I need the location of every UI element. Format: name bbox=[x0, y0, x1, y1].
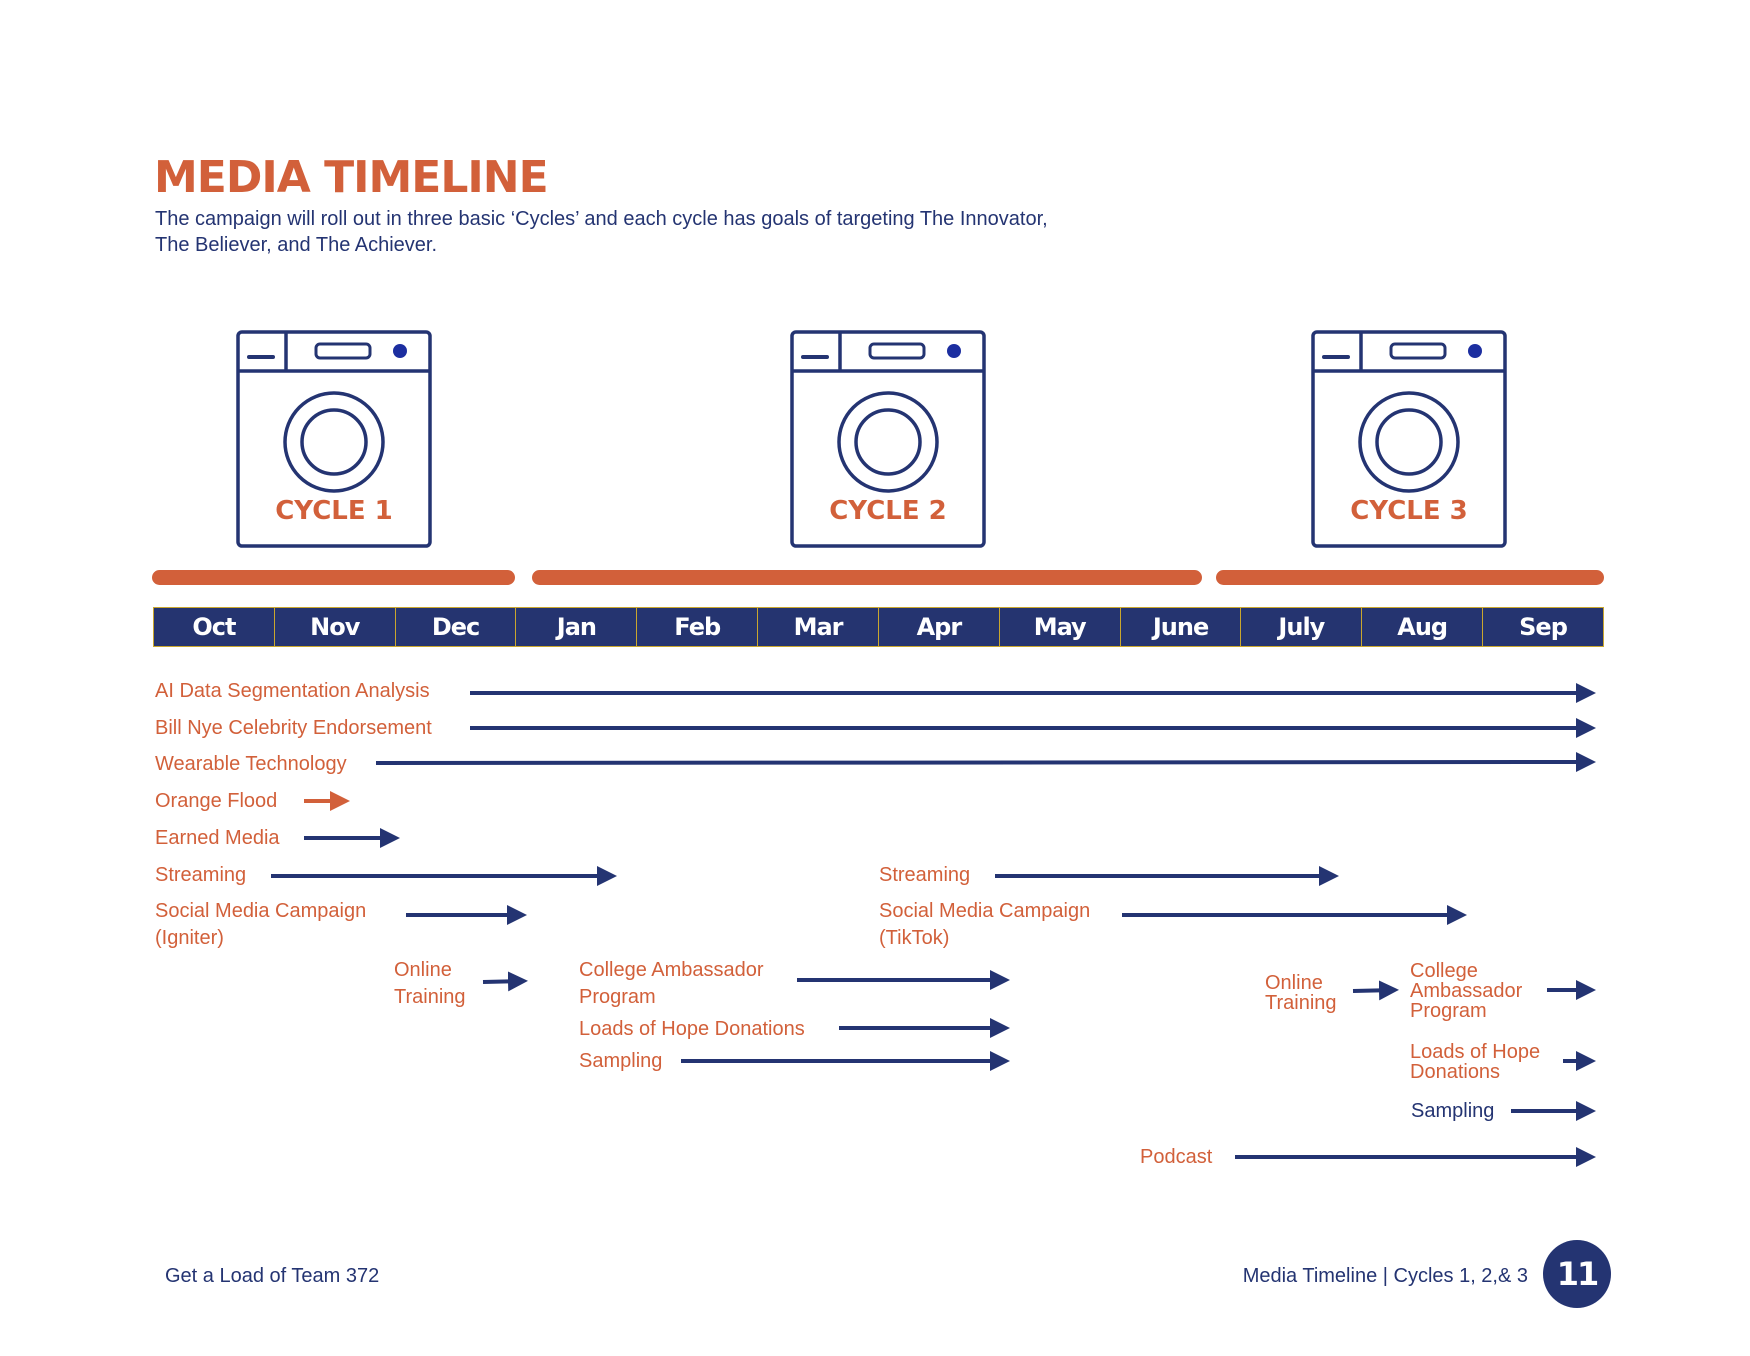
cycle-1-bar bbox=[152, 570, 515, 585]
month-mar: Mar bbox=[757, 608, 878, 646]
arrow-wearable bbox=[376, 762, 1592, 763]
cycle-3-label: CYCLE 3 bbox=[1350, 496, 1468, 526]
cycle-2-bar bbox=[532, 570, 1202, 585]
arrow-online-training-3 bbox=[1353, 990, 1395, 991]
item-social-1-label: Social Media Campaign (Igniter) bbox=[155, 900, 367, 949]
arrow-online-training-1 bbox=[483, 981, 524, 982]
item-earned-media-label: Earned Media bbox=[155, 827, 280, 849]
month-oct: Oct bbox=[192, 613, 236, 641]
page-title: MEDIA TIMELINE bbox=[154, 152, 548, 203]
month-dec: Dec bbox=[395, 608, 516, 646]
item-streaming-1-label: Streaming bbox=[155, 864, 247, 886]
month-header bbox=[153, 607, 1604, 647]
item-loads-hope-3-label: Loads of Hope Donations bbox=[1410, 1041, 1541, 1083]
item-loads-hope-2-label: Loads of Hope Donations bbox=[579, 1018, 805, 1040]
item-ai-label: AI Data Segmentation Analysis bbox=[155, 680, 430, 702]
month-june: June bbox=[1120, 608, 1241, 646]
footer-team: Get a Load of Team 372 bbox=[165, 1265, 380, 1287]
month-may: May bbox=[999, 608, 1120, 646]
month-jan: Jan bbox=[515, 608, 636, 646]
month-aug: Aug bbox=[1361, 608, 1482, 646]
item-orange-flood-label: Orange Flood bbox=[155, 790, 278, 812]
item-online-training-1-label: Online Training bbox=[394, 959, 466, 1008]
item-social-2-label: Social Media Campaign (TikTok) bbox=[879, 900, 1091, 949]
cycle-1-label: CYCLE 1 bbox=[275, 496, 393, 526]
item-sampling-3-label: Sampling bbox=[1411, 1100, 1495, 1122]
item-streaming-2-label: Streaming bbox=[879, 864, 971, 886]
page-number-badge: 11 bbox=[1543, 1240, 1611, 1308]
footer-section: Media Timeline | Cycles 1, 2,& 3 bbox=[1242, 1265, 1528, 1287]
item-wearable-label: Wearable Technology bbox=[155, 753, 347, 775]
item-college-amb-2-label: College Ambassador Program bbox=[579, 959, 764, 1008]
item-billnye-label: Bill Nye Celebrity Endorsement bbox=[155, 717, 432, 739]
month-nov: Nov bbox=[274, 608, 395, 646]
item-podcast-label: Podcast bbox=[1140, 1146, 1213, 1168]
month-apr: Apr bbox=[878, 608, 999, 646]
page-subtitle: The campaign will roll out in three basic ‘Cycles’ and each cycle has goals of targeting The Innovator, The Believer, and The Achiever. bbox=[155, 208, 1048, 256]
item-college-amb-3-label: College Ambassador Program bbox=[1410, 960, 1523, 1022]
cycle-2-label: CYCLE 2 bbox=[829, 496, 947, 526]
month-july: July bbox=[1240, 608, 1361, 646]
month-feb: Feb bbox=[636, 608, 757, 646]
item-sampling-2-label: Sampling bbox=[579, 1050, 663, 1072]
cycle-3-bar bbox=[1216, 570, 1604, 585]
item-online-training-3-label: Online Training bbox=[1265, 972, 1337, 1014]
month-sep: Sep bbox=[1482, 608, 1603, 646]
